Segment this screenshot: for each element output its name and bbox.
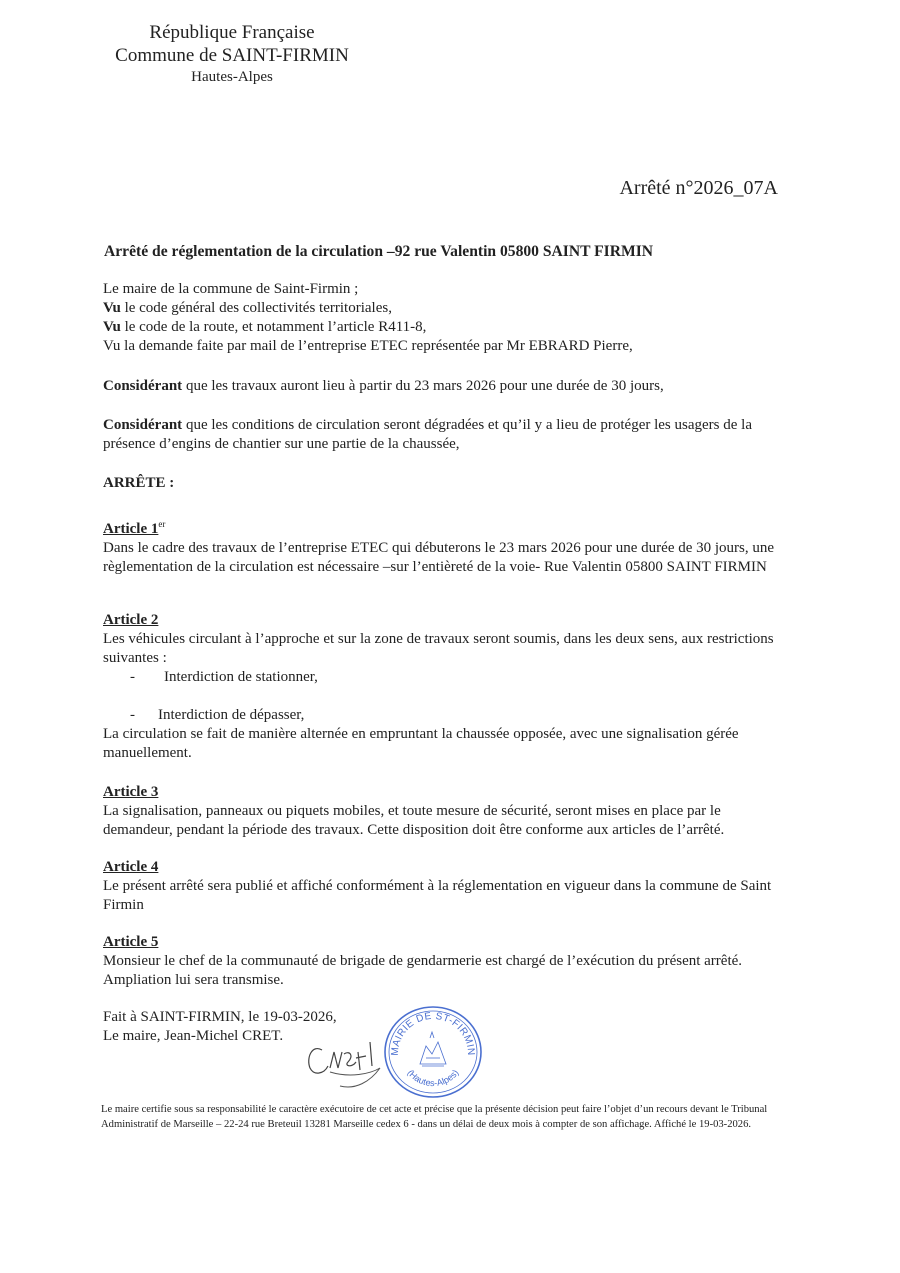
article-3 <box>103 783 793 840</box>
maire-name: Le maire, Jean-Michel CRET. <box>103 1028 284 1044</box>
restriction-text: Interdiction de stationner, <box>164 669 318 685</box>
article-2-title: Article 2 <box>103 612 159 628</box>
considerant-2 <box>103 416 793 454</box>
article-1-title <box>103 515 793 539</box>
article-2-after: La circulation se fait de manière alternée en empruntant la chaussée opposée, avec une signalisation gérée manuellement. <box>103 726 739 761</box>
header-departement: Hautes-Alpes <box>191 69 273 85</box>
article-2-body: Les véhicules circulant à l’approche et sur la zone de travaux seront soumis, dans les deux sens, aux restrictions suivantes : <box>103 631 774 666</box>
vu-label: Vu <box>103 319 121 335</box>
vu-label: Vu <box>103 300 121 316</box>
header-republique: République Française <box>149 22 315 43</box>
arrete-number: Arrêté n°2026_07A <box>619 177 778 199</box>
considerant-1 <box>103 377 793 396</box>
header-commune: Commune de SAINT-FIRMIN <box>115 45 349 66</box>
mairie-stamp <box>382 1004 484 1100</box>
restriction-item <box>103 668 793 687</box>
article-3-title: Article 3 <box>103 784 159 800</box>
vu-text: le code de la route, et notamment l’article R411-8, <box>120 319 427 335</box>
considerant-label: Considérant <box>103 417 183 433</box>
preamble-maire: Le maire de la commune de Saint-Firmin ; <box>103 281 359 297</box>
article-5 <box>103 933 793 990</box>
article-1-sup: er <box>158 519 166 529</box>
considerant-text: que les conditions de circulation seront dégradées et qu’il y a lieu de protéger les usagers de la présence d’engins de chantier sur une partie de la chaussée, <box>103 417 752 452</box>
restriction-text: Interdiction de dépasser, <box>158 707 305 723</box>
article-4-title: Article 4 <box>103 859 159 875</box>
article-5-body: Monsieur le chef de la communauté de brigade de gendarmerie est chargé de l’exécution du présent arrêté. Ampliation lui sera transmise. <box>103 953 743 988</box>
article-3-body: La signalisation, panneaux ou piquets mobiles, et toute mesure de sécurité, seront mises en place par le demandeur, pendant la période des travaux. Cette disposition doit être conforme aux articles de l’arrêté. <box>103 803 725 838</box>
dash-bullet: - <box>130 669 135 685</box>
article-1 <box>103 515 793 577</box>
considerant-text: que les travaux auront lieu à partir du 23 mars 2026 pour une durée de 30 jours, <box>182 378 664 394</box>
fait-a: Fait à SAINT-FIRMIN, le 19-03-2026, <box>103 1009 337 1025</box>
vu-text: le code général des collectivités territoriales, <box>120 300 392 316</box>
article-1-body: Dans le cadre des travaux de l’entreprise ETEC qui débuterons le 23 mars 2026 pour une durée de 30 jours, une règlementation de la circulation est nécessaire –sur l’entièreté de la voie- Rue Valentin 05800 SAINT FIRMIN <box>103 540 775 575</box>
stamp-top-text: MAIRIE DE ST-FIRMIN <box>389 1010 477 1057</box>
article-4-body: Le présent arrêté sera publié et affiché conformément à la réglementation en vigueur dans la commune de Saint Firmin <box>103 878 772 913</box>
arrete-heading: ARRÊTE : <box>103 475 175 491</box>
considerant-label: Considérant <box>103 378 183 394</box>
legal-footer: Le maire certifie sous sa responsabilité le caractère exécutoire de cet acte et précise que la présente décision peut faire l’objet d’un recours devant le Tribunal Administratif de Marseille – 22-24 rue Breteuil 13281 Marseille cedex 6 - dans un délai de deux mois à compter de son affichage. Affiché le 19-03-2026. <box>101 1104 768 1130</box>
article-4 <box>103 858 793 915</box>
document-title: Arrêté de réglementation de la circulation –92 rue Valentin 05800 SAINT FIRMIN <box>104 243 654 260</box>
article-5-title: Article 5 <box>103 934 159 950</box>
article-title: Article 1 <box>103 521 159 537</box>
preamble-vu-code-route <box>103 318 793 337</box>
preamble-vu-demande: Vu la demande faite par mail de l’entreprise ETEC représentée par Mr EBRARD Pierre, <box>103 338 633 354</box>
preamble <box>103 280 793 356</box>
preamble-vu-cgct <box>103 299 793 318</box>
dash-bullet: - <box>130 707 135 723</box>
restriction-item <box>103 706 793 725</box>
stamp-bottom-text: (Hautes-Alpes) <box>405 1067 461 1089</box>
article-2 <box>103 611 793 763</box>
